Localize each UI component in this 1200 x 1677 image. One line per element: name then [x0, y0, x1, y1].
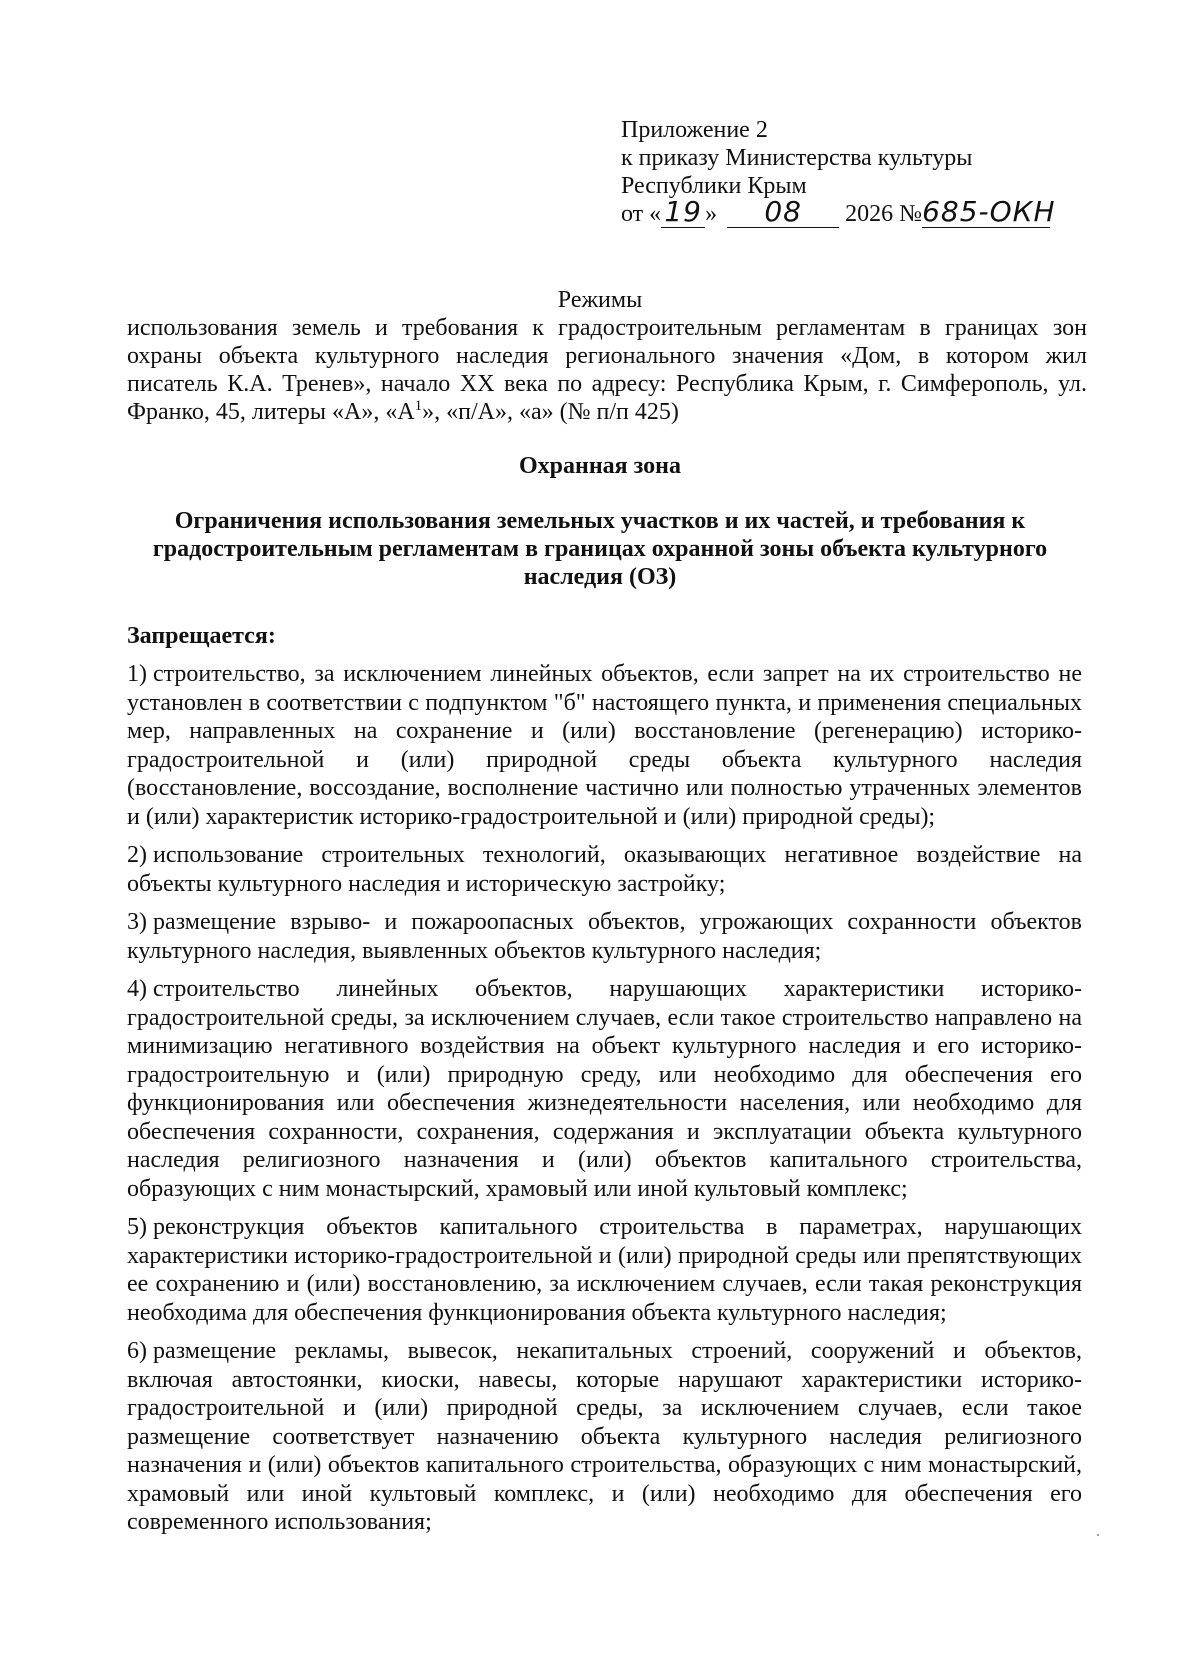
intro-superscript: 1 [414, 398, 423, 414]
item-text: строительство линейных объектов, нарушающих характеристики историко-градостроительной среды, за исключением случаев, если такое строительство направлено на минимизацию негативного воздействия на объект культурного наследия и его историко-градостроительную и (или) природную среду, или необходимо для обеспечения его функционирования или обеспечения жизнедеятельности населения, или необходимо для обеспечения сохранности, сохранения, содержания и эксплуатации объекта культурного наследия религиозного назначения и (или) объектов капитального строительства, образующих с ним монастырский, храмовый или иной культовый комплекс; [127, 976, 1082, 1202]
item-number: 1) [127, 661, 147, 687]
handwritten-day: 19 [661, 201, 705, 228]
item-number: 5) [127, 1214, 147, 1240]
date-mid: » [705, 201, 718, 227]
date-year: 2026 № [845, 201, 923, 227]
list-item [127, 1337, 1082, 1537]
intro-paragraph [127, 314, 1087, 426]
appendix-republic: Республики Крым [621, 173, 807, 199]
list-item [127, 908, 1082, 965]
prohibitions-list [127, 660, 1082, 1547]
zone-heading: Охранная зона [519, 453, 681, 479]
item-text: реконструкция объектов капитального строительства в параметрах, нарушающих характеристики историко-градостроительной и (или) природной среды или препятствующих ее сохранению и (или) восстановлению, за исключением случаев, если такая реконструкция необходима для обеспечения функционирования объекта культурного наследия; [127, 1214, 1082, 1326]
item-number: 4) [127, 976, 147, 1002]
item-text: размещение рекламы, вывесок, некапитальных строений, сооружений и объектов, включая автостоянки, киоски, навесы, которые нарушают характеристики историко-градостроительной и (или) природной среды, за исключением случаев, если такое размещение соответствует назначению объекта культурного наследия религиозного назначения и (или) объектов капитального строительства, образующих с ним монастырский, храмовый или иной культовый комплекс, и (или) необходимо для обеспечения его современного использования; [127, 1338, 1082, 1535]
scan-speck [1097, 1534, 1099, 1536]
item-text: использование строительных технологий, оказывающих негативное воздействие на объекты культурного наследия и историческую застройку; [127, 842, 1082, 897]
appendix-block [621, 116, 1101, 230]
prohibited-label: Запрещается: [127, 623, 276, 649]
handwritten-month: 08 [727, 201, 839, 228]
intro-text: использования земель и требования к градостроительным регламентам в границах зон охраны объекта культурного наследия регионального значения «Дом, в котором жил писатель К.А. Тренев», начало XX века по адресу: Республика Крым, г. Симферополь, ул. Франко, 45, литеры «А», «А [127, 315, 1087, 425]
order-dateline [621, 195, 1101, 230]
item-number: 3) [127, 909, 147, 935]
item-number: 2) [127, 842, 147, 868]
document-title: Режимы [557, 287, 643, 313]
date-prefix: от « [621, 201, 662, 227]
intro-tail: », «п/А», «а» (№ п/п 425) [422, 399, 679, 425]
list-item [127, 1213, 1082, 1327]
item-text: строительство, за исключением линейных объектов, если запрет на их строительство не установлен в соответствии с подпунктом "б" настоящего пункта, и применения специальных мер, направленных на сохранение и (или) восстановление (регенерацию) историко-градостроительной и (или) природной среды объекта культурного наследия (восстановление, воссоздание, восполнение частично или полностью утраченных элементов и (или) характеристик историко-градостроительной и (или) природной среды); [127, 661, 1082, 830]
item-text: размещение взрыво- и пожароопасных объектов, угрожающих сохранности объектов культурного наследия, выявленных объектов культурного наследия; [127, 909, 1082, 964]
list-item [127, 975, 1082, 1203]
appendix-order-ref: к приказу Министерства культуры [621, 145, 973, 171]
list-item [127, 841, 1082, 898]
appendix-title: Приложение 2 [621, 117, 768, 143]
restrictions-heading: Ограничения использования земельных участков и их частей, и требования к градостроительным регламентам в границах охранной зоны объекта культурного наследия (ОЗ) [152, 508, 1048, 590]
handwritten-order-number: 685-ОКН [922, 195, 1056, 228]
list-item [127, 660, 1082, 831]
item-number: 6) [127, 1338, 147, 1364]
